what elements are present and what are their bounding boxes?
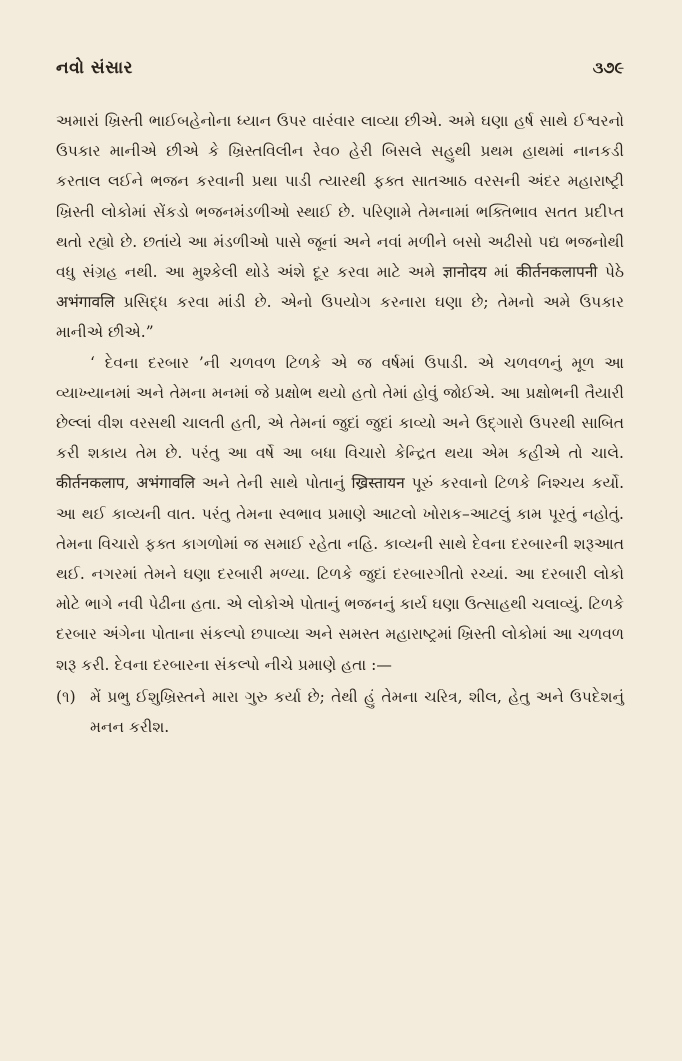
resolution-item bbox=[56, 682, 624, 742]
page-number: ૩૭૯ bbox=[592, 58, 624, 77]
running-header bbox=[56, 58, 624, 98]
body-text bbox=[56, 106, 624, 742]
paragraph-2: ‘ દેવના દરબાર ’ની ચળવળ ટિળકે એ જ વર્ષમાં ઉપાડી. એ ચળવળનું મૂળ આ વ્યાખ્યાનમાં અને તેમના મનમાં જે પ્રક્ષોભ થયો હતો તેમાં હોવું જોઈએ. આ પ્રક્ષોભની તૈયારી છેલ્લાં વીશ વરસથી ચાલતી હતી, એ તેમનાં જુદાં જુદાં કાવ્યો અને ઉદ્ગારો ઉપરથી સાબિત કરી શકાય તેમ છે. પરંતુ આ વર્ષે આ બધા વિચારો કેન્દ્રિત થયા એમ કહીએ તો ચાલે. कीर्तनकलाप, अभंगावलि અને તેની સાથે પોતાનું ख्रिस्तायन પૂરું કરવાનો ટિળકે નિશ્ચય કર્યો. આ થઈ કાવ્યની વાત. પરંતુ તેમના સ્વભાવ પ્રમાણે આટલો ખોરાક–આટલું કામ પૂરતું નહોતું. તેમના વિચારો ફક્ત કાગળોમાં જ સમાઈ રહેતા નહિ. કાવ્યની સાથે દેવના દરબારની શરૂઆત થઈ. નગરમાં તેમને ઘણા દરબારી મળ્યા. ટિળકે જુદાં દરબારગીતો રચ્યાં. આ દરબારી લોકો મોટે ભાગે નવી પેઢીના હતા. એ લોકોએ પોતાનું ભજનનું કાર્ય ઘણા ઉત્સાહથી ચલાવ્યું. ટિળકે દરબાર અંગેના પોતાના સંકલ્પો છપાવ્યા અને સમસ્ત મહારાષ્ટ્રમાં ખ્રિસ્તી લોકોમાં આ ચળવળ શરૂ કરી. દેવના દરબારના સંકલ્પો નીચે પ્રમાણે હતા :— bbox=[56, 353, 624, 674]
running-title: નવો સંસાર bbox=[56, 58, 133, 78]
paragraph-1: અમારાં ખ્રિસ્તી ભાઈબહેનોના ધ્યાન ઉપર વારંવાર લાવ્યા છીએ. અમે ઘણા હર્ષ સાથે ઈશ્વરનો ઉપકાર માનીએ છીએ કે ખ્રિસ્તવિલીન રેવ૦ હેરી બિસલે સહુથી પ્રથમ હાથમાં નાનકડી કરતાલ લઈને ભજન કરવાની પ્રથા પાડી ત્યારથી ફક્ત સાતઆઠ વરસની અંદર મહારાષ્ટ્રી ખ્રિસ્તી લોકોમાં સેંકડો ભજનમંડળીઓ સ્થાઈ છે. પરિણામે તેમનામાં ભક્તિભાવ સતત પ્રદીપ્ત થતો રહ્યો છે. છતાંયે આ મંડળીઓ પાસે જૂનાં અને નવાં મળીને બસો અઢીસો પદ્ય ભજનોથી વધુ સંગ્રહ નથી. આ મુશ્કેલી થોડે અંશે દૂર કરવા માટે અમે ज्ञानोदय માં कीर्तनकलापनी પેઠે अभंगावलि પ્રસિદ્ધ કરવા માંડી છે. એનો ઉપયોગ કરનારા ઘણા છે; તેમનો અમે ઉપકાર માનીએ છીએ.” bbox=[56, 112, 624, 342]
resolution-text: મેં પ્રભુ ઈશુખ્રિસ્તને મારા ગુરુ કર્યા છે; તેથી હું તેમના ચરિત્ર, શીલ, હેતુ અને ઉપદેશનું મનન કરીશ. bbox=[90, 687, 624, 737]
resolution-number: (૧) bbox=[56, 687, 76, 706]
